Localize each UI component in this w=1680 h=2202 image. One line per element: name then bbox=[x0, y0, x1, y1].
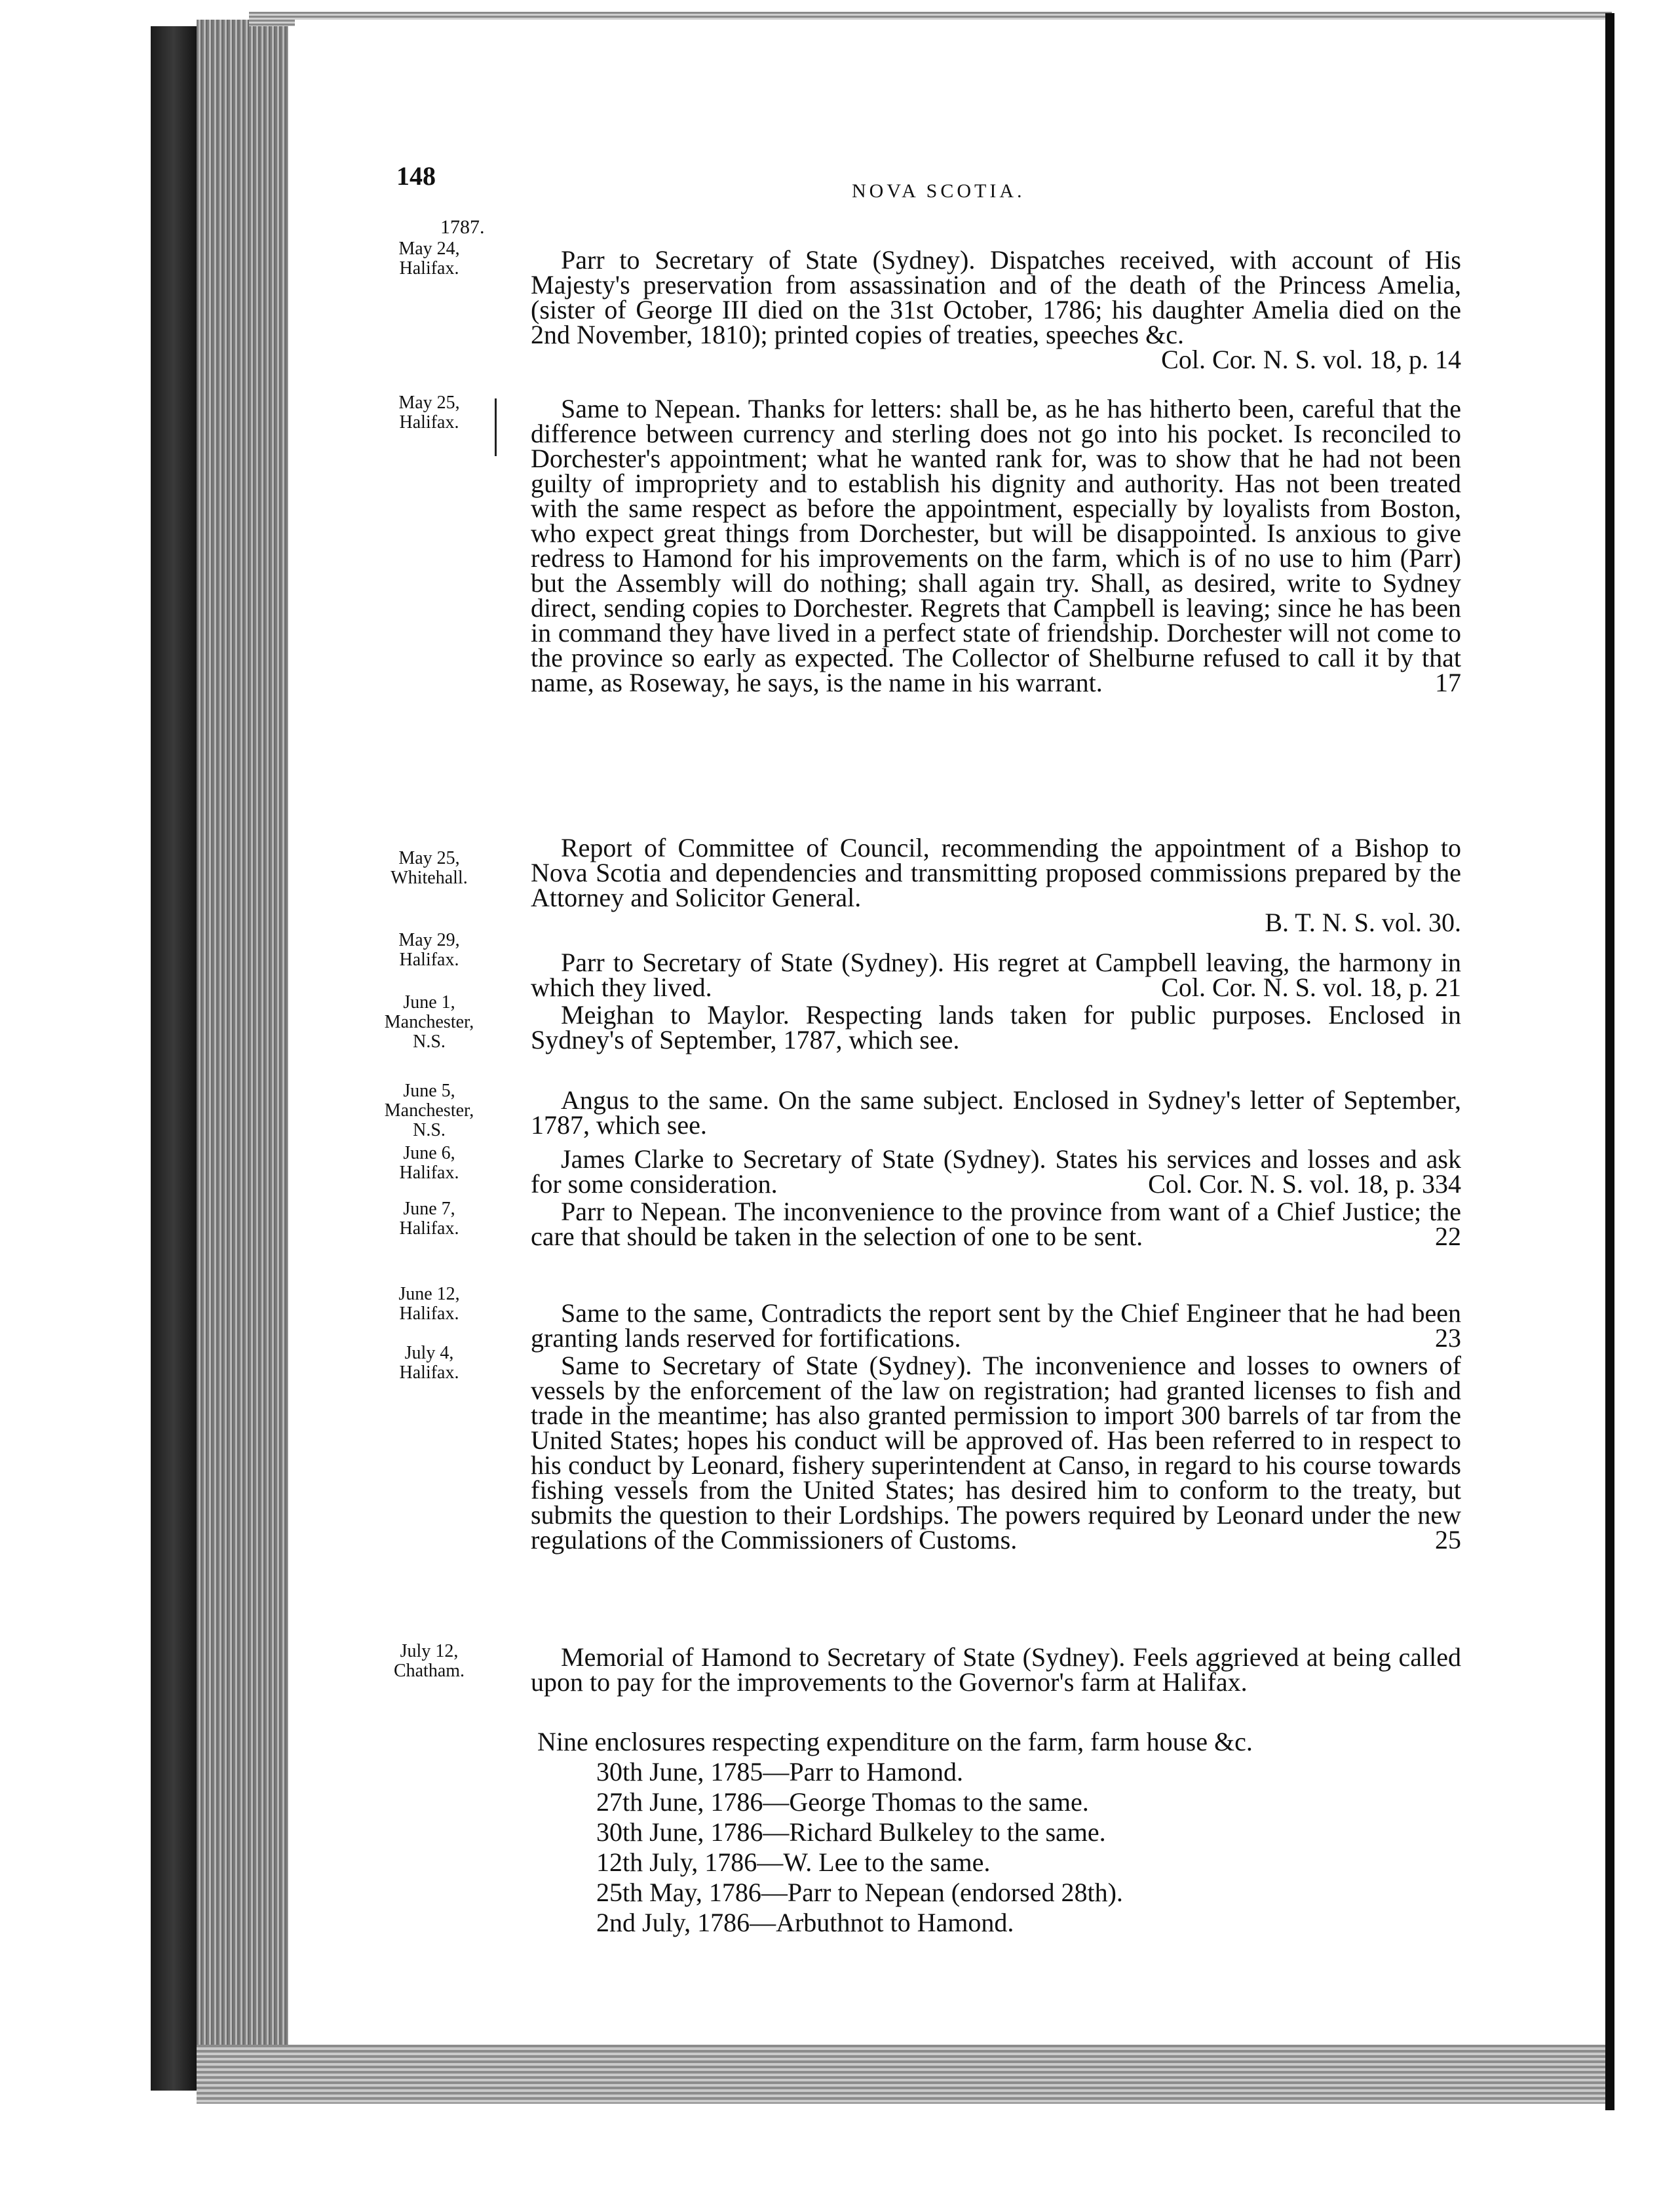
entry-text bbox=[531, 396, 1461, 695]
page-number: 148 bbox=[396, 161, 436, 191]
entry-text bbox=[531, 1298, 1461, 1353]
entry-reference: B. T. N. S. vol. 30. bbox=[1265, 908, 1461, 937]
entry-text bbox=[531, 1000, 1461, 1054]
entry-reference: 17 bbox=[1435, 668, 1461, 697]
entry-date: June 5, Manchester, N.S. bbox=[384, 1081, 474, 1140]
entry-body: Parr to Nepean. The inconvenience to the province from want of a Chief Justice; the care that should be taken in the selection of one to be sent. bbox=[531, 1197, 1461, 1251]
entry-reference: Col. Cor. N. S. vol. 18, p. 21 bbox=[1161, 973, 1461, 1002]
enclosures-intro: Nine enclosures respecting expenditure on the farm, farm house &c. bbox=[537, 1727, 1253, 1756]
entry-text bbox=[531, 833, 1461, 937]
entry-date: May 25, Halifax. bbox=[398, 393, 460, 433]
entry-reference: 25 bbox=[1435, 1525, 1461, 1555]
entry-text bbox=[531, 1642, 1461, 1697]
entry-text bbox=[531, 950, 1461, 1000]
entry-text bbox=[531, 1144, 1461, 1199]
page-right-border bbox=[1605, 13, 1614, 2110]
entry-date: June 12, Halifax. bbox=[398, 1284, 460, 1324]
page-edges-left bbox=[197, 20, 288, 2104]
entry-reference: 22 bbox=[1435, 1222, 1461, 1251]
entry-date: July 4, Halifax. bbox=[399, 1343, 459, 1383]
margin-year: 1787. bbox=[440, 216, 485, 238]
entry-text bbox=[531, 1353, 1461, 1553]
entry-body: Angus to the same. On the same subject. Enclosed in Sydney's letter of September, 1787, which see. bbox=[531, 1085, 1461, 1140]
entry-body: Report of Committee of Council, recommending the appointment of a Bishop to Nova Scotia and dependencies and transmitting proposed commissions prepared by the Attorney and Solicitor General. bbox=[531, 833, 1461, 912]
enclosure-item: 27th June, 1786—George Thomas to the same. bbox=[596, 1787, 1089, 1817]
entry-body: Same to the same, Contradicts the report sent by the Chief Engineer that he had been granting lands reserved for fortifications. bbox=[531, 1298, 1461, 1353]
entry-body: Parr to Secretary of State (Sydney). Dispatches received, with account of His Majesty's preservation from assassination and of the death of the Princess Amelia, (sister of George III died on the 31st October, 1786; his daughter Amelia died on the 2nd November, 1810); printed copies of treaties, speeches &c. bbox=[531, 245, 1461, 349]
entry-body: Meighan to Maylor. Respecting lands taken for public purposes. Enclosed in Sydney's of September, 1787, which see. bbox=[531, 1000, 1461, 1054]
entry-reference: Col. Cor. N. S. vol. 18, p. 334 bbox=[1148, 1169, 1461, 1199]
entry-date: June 7, Halifax. bbox=[399, 1199, 459, 1239]
entry-text bbox=[531, 1199, 1461, 1249]
enclosure-item: 30th June, 1785—Parr to Hamond. bbox=[596, 1757, 963, 1787]
enclosure-item: 30th June, 1786—Richard Bulkeley to the same. bbox=[596, 1817, 1106, 1847]
entry-body: Same to Nepean. Thanks for letters: shall be, as he has hitherto been, careful that the difference between currency and sterling does not go into his pocket. Is reconciled to Dorchester's appointment; what he wanted rank for, was to show that he had not been guilty of impropriety and to establish his dignity and authority. Has not been treated with the same respect as before the appointment, especially by loyalists from Boston, who expect great things from Dorchester, but will be disappointed. Is anxious to give redress to Hamond for his improvements on the farm, which is of no use to him (Parr) but the Assembly will do nothing; shall again try. Shall, as desired, write to Sydney direct, sending copies to Dorchester. Regrets that Campbell is leaving; since he has been in command they have lived in a perfect state of friendship. Dorchester will not come to the province so early as expected. The Collector of Shelburne refused to call it by that name, as Roseway, he says, is the name in his warrant. bbox=[531, 394, 1461, 697]
entry-reference: Col. Cor. N. S. vol. 18, p. 14 bbox=[1161, 345, 1461, 374]
entry-reference: 23 bbox=[1435, 1323, 1461, 1353]
entry-date: May 29, Halifax. bbox=[398, 930, 460, 970]
enclosures-list bbox=[537, 1757, 1253, 1938]
entry-body: Same to Secretary of State (Sydney). The inconvenience and losses to owners of vessels by the enforcement of the law on registration; had granted licenses to fish and trade in the meantime; has also granted permission to import 300 barrels of tar from the United States; hopes his conduct will be approved of. Has been referred to in respect to his conduct by Leonard, fishery superintendent at Canso, in regard to his course towards fishing vessels from the United States; has desired him to conform to the treaty, but submits the question to their Lordships. The powers required by Leonard under the new regulations of the Commissioners of Customs. bbox=[531, 1351, 1461, 1555]
entry-date: June 6, Halifax. bbox=[399, 1143, 459, 1183]
entry-date: May 25, Whitehall. bbox=[391, 848, 468, 888]
entry-date: July 12, Chatham. bbox=[393, 1641, 465, 1681]
entry-date: June 1, Manchester, N.S. bbox=[384, 992, 474, 1052]
entry-body: James Clarke to Secretary of State (Sydney). States his services and losses and ask for some consideration. bbox=[531, 1144, 1461, 1199]
entry-text bbox=[531, 1085, 1461, 1140]
entry-body: Memorial of Hamond to Secretary of State (Sydney). Feels aggrieved at being called upon to pay for the improvements to the Governor's farm at Halifax. bbox=[531, 1642, 1461, 1697]
enclosure-item: 12th July, 1786—W. Lee to the same. bbox=[596, 1847, 991, 1877]
enclosure-item: 2nd July, 1786—Arbuthnot to Hamond. bbox=[596, 1908, 1014, 1937]
entry-date: May 24, Halifax. bbox=[398, 239, 460, 279]
entry-text bbox=[531, 245, 1461, 374]
entry-body: Parr to Secretary of State (Sydney). His regret at Campbell leaving, the harmony in which they lived. bbox=[531, 948, 1461, 1002]
enclosure-item: 25th May, 1786—Parr to Nepean (endorsed 28th). bbox=[596, 1878, 1123, 1907]
page-edges-bottom bbox=[197, 2045, 1612, 2104]
enclosures-block bbox=[537, 1727, 1253, 1938]
running-head: NOVA SCOTIA. bbox=[852, 180, 1025, 202]
